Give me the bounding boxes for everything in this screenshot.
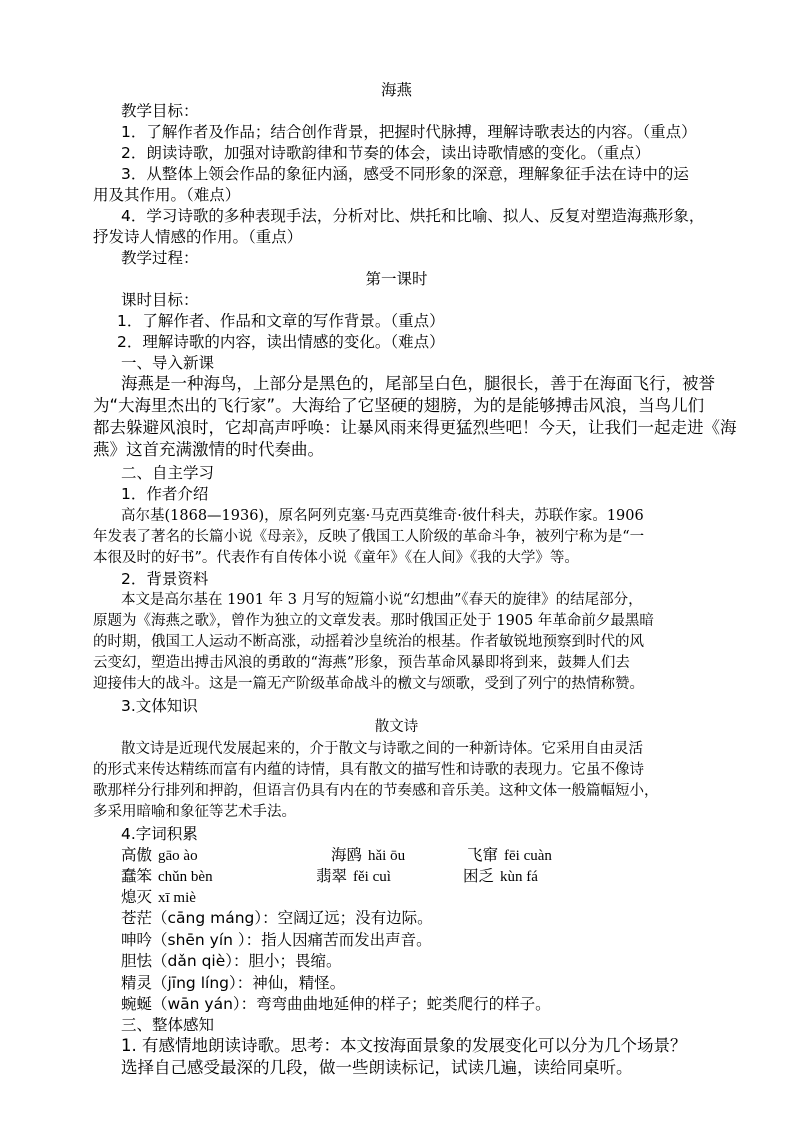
vocab-item: [463, 866, 538, 887]
goal-line: 2．朗读诗歌，加强对诗歌韵律和节奏的体会，读出诗歌情感的变化。（重点）: [121, 144, 651, 162]
background-line: 的时期，俄国工人运动不断高涨，动摇着沙皇统治的根基。作者敏锐地预察到时代的风: [93, 634, 644, 650]
vocab-pinyin: chǔn bèn: [158, 869, 213, 885]
author-line: 高尔基(1868—1936)，原名阿列克塞·马克西莫维奇·彼什科夫，苏联作家。1906: [121, 508, 644, 524]
genre-heading: 3.文体知识: [121, 697, 198, 715]
vocab-item: [121, 845, 198, 866]
author-line: 本很及时的好书”。代表作有自传体小说《童年》《在人间》《我的大学》等。: [93, 550, 579, 566]
intro-line: 海燕是一种海鸟，上部分是黑色的，尾部呈白色，腿很长，善于在海面飞行，被誉: [121, 374, 715, 393]
vocab-pinyin: fěi cuì: [353, 869, 391, 885]
lesson-goal-line: 2．理解诗歌的内容，读出情感的变化。（难点）: [117, 333, 445, 351]
genre-line: 歌那样分行排列和押韵，但语言仍具有内在的节奏感和音乐美。这种文体一般篇幅短小，: [93, 783, 659, 799]
definition-line: 蜿蜒（wān yán）：弯弯曲曲地延伸的样子；蛇类爬行的样子。: [121, 995, 551, 1013]
vocab-item: [331, 845, 405, 866]
background-heading: 2．背景资料: [121, 570, 209, 588]
definition-line: 精灵（jīng líng）：神仙，精怪。: [121, 974, 346, 992]
genre-line: 散文诗是近现代发展起来的，介于散文与诗歌之间的一种新诗体。它采用自由灵活: [121, 741, 643, 757]
section-heading-overall: 三、整体感知: [121, 1016, 215, 1034]
author-heading: 1．作者介绍: [121, 485, 209, 503]
goals-heading: 教学目标：: [121, 102, 199, 120]
section-heading-self-study: 二、自主学习: [121, 464, 215, 482]
vocab-word: 翡翠: [316, 867, 348, 885]
intro-line: 为“大海里杰出的飞行家”。大海给了它坚硬的翅膀，为的是能够搏击风浪，当鸟儿们: [93, 396, 705, 415]
vocab-pinyin: hǎi ōu: [368, 848, 406, 864]
author-line: 年发表了著名的长篇小说《母亲》，反映了俄国工人阶级的革命斗争，被列宁称为是“一: [93, 529, 645, 545]
definition-line: 胆怯（dǎn qiè）：胆小；畏缩。: [121, 952, 342, 970]
goal-line: 1．了解作者及作品；结合创作背景，把握时代脉搏，理解诗歌表达的内容。（重点）: [121, 123, 697, 141]
vocab-word: 蠢笨: [121, 867, 153, 885]
process-heading: 教学过程：: [121, 249, 199, 267]
vocab-pinyin: fēi cuàn: [504, 848, 552, 864]
overall-line: 1. 有感情地朗读诗歌。思考：本文按海面景象的发展变化可以分为几个场景？: [121, 1036, 687, 1055]
vocab-word: 熄灭: [121, 888, 153, 906]
vocab-word: 飞窜: [467, 846, 499, 864]
genre-line: 的形式来传达精练而富有内蕴的诗情，具有散文的描写性和诗歌的表现力。它虽不像诗: [93, 762, 644, 778]
overall-line: 选择自己感受最深的几段，做一些朗读标记，试读几遍，读给同桌听。: [121, 1058, 633, 1077]
vocab-pinyin: gāo ào: [158, 848, 198, 864]
vocab-item: [121, 866, 213, 887]
lesson-goals-heading: 课时目标：: [121, 291, 199, 309]
goal-line: 用及其作用。（难点）: [93, 186, 241, 204]
goal-line: 4．学习诗歌的多种表现手法，分析对比、烘托和比喻、拟人、反复对塑造海燕形象，: [121, 207, 705, 225]
section-heading-intro: 一、导入新课: [121, 354, 215, 372]
vocab-item: [121, 887, 196, 908]
lesson-goal-line: 1．了解作者、作品和文章的写作背景。（重点）: [117, 312, 445, 330]
intro-line: 燕》这首充满激情的时代奏曲。: [93, 440, 324, 459]
background-line: 原题为《海燕之歌》，曾作为独立的文章发表。那时俄国正处于 1905 年革命前夕最黑暗: [93, 613, 654, 629]
vocab-pinyin: xī miè: [158, 890, 196, 906]
vocab-pinyin: kùn fá: [500, 869, 538, 885]
vocab-item: [467, 845, 552, 866]
intro-line: 都去躲避风浪时，它却高声呼唤：让暴风雨来得更猛烈些吧！今天，让我们一起走进《海: [93, 418, 737, 437]
document-title: 海燕: [380, 81, 412, 99]
background-line: 迎接伟大的战斗。这是一篇无产阶级革命战斗的檄文与颂歌，受到了列宁的热情称赞。: [93, 676, 644, 692]
vocab-heading: 4.字词积累: [121, 825, 198, 843]
genre-line: 多采用暗喻和象征等艺术手法。: [93, 804, 296, 820]
background-line: 云变幻，塑造出搏击风浪的勇敢的“海燕”形象，预告革命风暴即将到来，鼓舞人们去: [93, 655, 630, 671]
background-line: 本文是高尔基在 1901 年 3 月写的短篇小说“幻想曲”《春天的旋律》的结尾部分，: [121, 592, 643, 608]
vocab-word: 高傲: [121, 846, 153, 864]
definition-line: 苍茫（cāng máng）：空阔辽远；没有边际。: [121, 909, 433, 927]
vocab-word: 困乏: [463, 867, 495, 885]
vocab-item: [316, 866, 391, 887]
vocab-word: 海鸥: [331, 846, 363, 864]
lesson-title: 第一课时: [365, 270, 428, 288]
genre-title: 散文诗: [374, 719, 419, 735]
definition-line: 呻吟（shēn yín ）：指人因痛苦而发出声音。: [121, 931, 432, 949]
goal-line: 抒发诗人情感的作用。（重点）: [93, 228, 303, 246]
goal-line: 3．从整体上领会作品的象征内涵，感受不同形象的深意，理解象征手法在诗中的运: [121, 165, 689, 183]
